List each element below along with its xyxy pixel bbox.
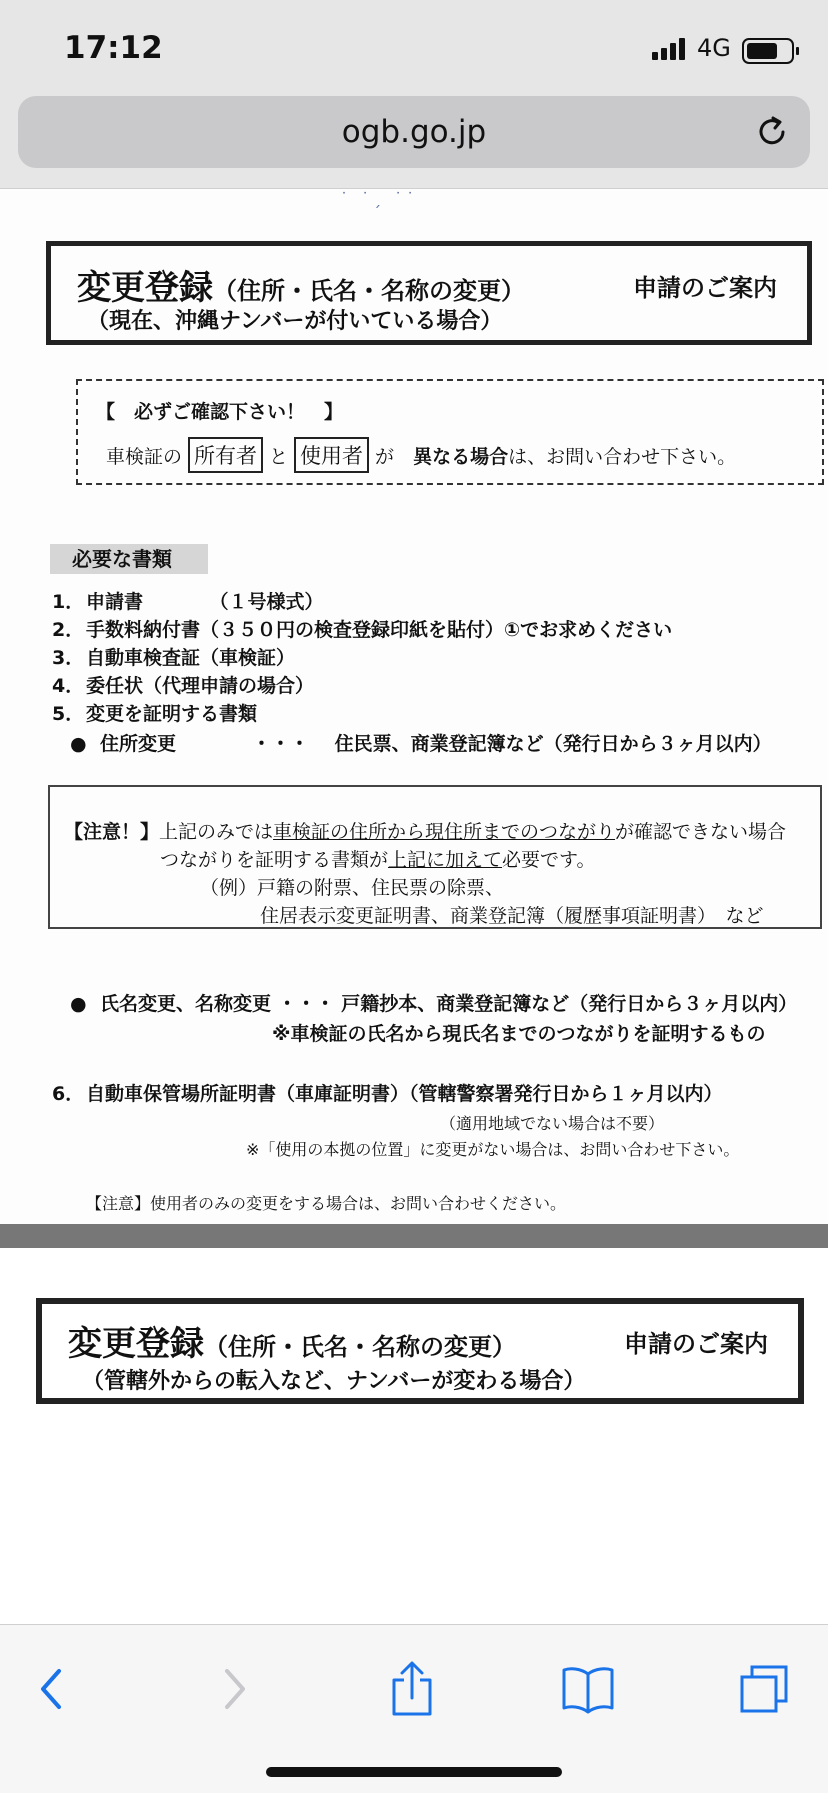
item6-note-2: ※「使用の本拠の位置」に変更がない場合は、お問い合わせ下さい。 xyxy=(246,1140,740,1159)
notice-owner: 所有者 xyxy=(188,437,263,473)
page-title xyxy=(77,260,525,309)
item6-note-1: （適用地域でない場合は不要） xyxy=(440,1114,665,1133)
list-item: 2．手数料納付書（３５０円の検査登録印紙を貼付）①でお求めください xyxy=(52,619,673,641)
forward-icon[interactable] xyxy=(219,1667,249,1711)
bookmarks-icon[interactable] xyxy=(560,1664,616,1714)
back-icon[interactable] xyxy=(37,1667,67,1711)
status-bar xyxy=(0,0,828,92)
caution-line-2: つながりを証明する書類が上記に加えて必要です。 xyxy=(160,849,596,871)
name-change-note: ※車検証の氏名から現氏名までのつながりを証明するもの xyxy=(272,1023,766,1045)
bullet-icon: ● xyxy=(70,993,87,1015)
title-main-2: 変更登録 xyxy=(68,1324,204,1364)
title-paren: （住所・氏名・名称の変更） xyxy=(213,277,525,305)
caution-line-4: 住居表示変更証明書、商業登記簿（履歴事項証明書） など xyxy=(260,905,764,927)
status-time: 17:12 xyxy=(64,30,163,66)
back-button[interactable] xyxy=(22,1659,82,1719)
page-separator xyxy=(0,1224,828,1248)
caution-line-3: （例）戸籍の附票、住民票の除票、 xyxy=(200,877,505,899)
notice-user: 使用者 xyxy=(294,437,369,473)
section-label: 必要な書類 xyxy=(50,544,208,574)
list-item: 1．申請書 （１号様式） xyxy=(52,591,324,613)
notice-post: は、お問い合わせ下さい。 xyxy=(508,446,737,468)
caution-box xyxy=(48,785,822,929)
title-subtitle: （現在、沖縄ナンバーが付いている場合） xyxy=(87,309,503,334)
document-page-2 xyxy=(0,1248,828,1624)
list-item: 4．委任状（代理申請の場合） xyxy=(52,675,315,697)
page-title-2 xyxy=(68,1316,516,1365)
title-main: 変更登録 xyxy=(77,268,213,308)
signal-icon xyxy=(650,38,690,60)
list-item: 3．自動車検査証（車検証） xyxy=(52,647,296,669)
share-button[interactable] xyxy=(382,1659,442,1719)
title-paren-2: （住所・氏名・名称の変更） xyxy=(204,1333,516,1361)
battery-icon xyxy=(742,38,794,64)
title-box xyxy=(46,241,812,345)
final-note: 【注意】使用者のみの変更をする場合は、お問い合わせください。 xyxy=(86,1194,567,1213)
notice-diff: 異なる場合 xyxy=(413,446,509,468)
caution-line-1: 【注意！】上記のみでは車検証の住所から現住所までのつながりが確認できない場合 xyxy=(64,821,787,843)
tabs-icon[interactable] xyxy=(738,1663,790,1715)
title-box-2 xyxy=(36,1298,804,1404)
notice-and: と xyxy=(269,446,289,468)
home-indicator xyxy=(266,1767,562,1777)
notice-ga: が xyxy=(375,446,395,468)
notice-heading: 【 必ずご確認下さい！ 】 xyxy=(96,401,344,423)
share-icon[interactable] xyxy=(388,1660,436,1718)
tabs-button[interactable] xyxy=(734,1659,794,1719)
scan-specks: ˙ ˙ˏ ˙˙ xyxy=(340,189,419,208)
network-type: 4G xyxy=(697,34,731,62)
forward-button[interactable] xyxy=(204,1659,264,1719)
list-item: 6．自動車保管場所証明書（車庫証明書）（管轄警察署発行日から１ヶ月以内） xyxy=(52,1083,723,1105)
reload-icon[interactable] xyxy=(754,114,790,150)
bookmarks-button[interactable] xyxy=(558,1659,618,1719)
notice-box xyxy=(76,379,824,485)
title-subtitle-2: （管轄外からの転入など、ナンバーが変わる場合） xyxy=(82,1369,586,1394)
address-change-row: ● 住所変更 ・・・ 住民票、商業登記簿など（発行日から３ヶ月以内） xyxy=(70,733,772,755)
notice-pre: 車検証の xyxy=(106,446,183,468)
bullet-icon: ● xyxy=(70,733,87,755)
browser-toolbar xyxy=(0,1624,828,1793)
address-bar[interactable] xyxy=(18,96,810,168)
notice-body xyxy=(106,437,736,473)
url-text[interactable]: ogb.go.jp xyxy=(341,114,487,150)
name-change-row: ● 氏名変更、名称変更 ・・・ 戸籍抄本、商業登記簿など（発行日から３ヶ月以内） xyxy=(70,993,798,1015)
browser-header xyxy=(0,92,828,189)
title-right-2: 申請のご案内 xyxy=(624,1330,768,1358)
list-item: 5．変更を証明する書類 xyxy=(52,703,258,725)
title-right: 申請のご案内 xyxy=(633,274,777,302)
